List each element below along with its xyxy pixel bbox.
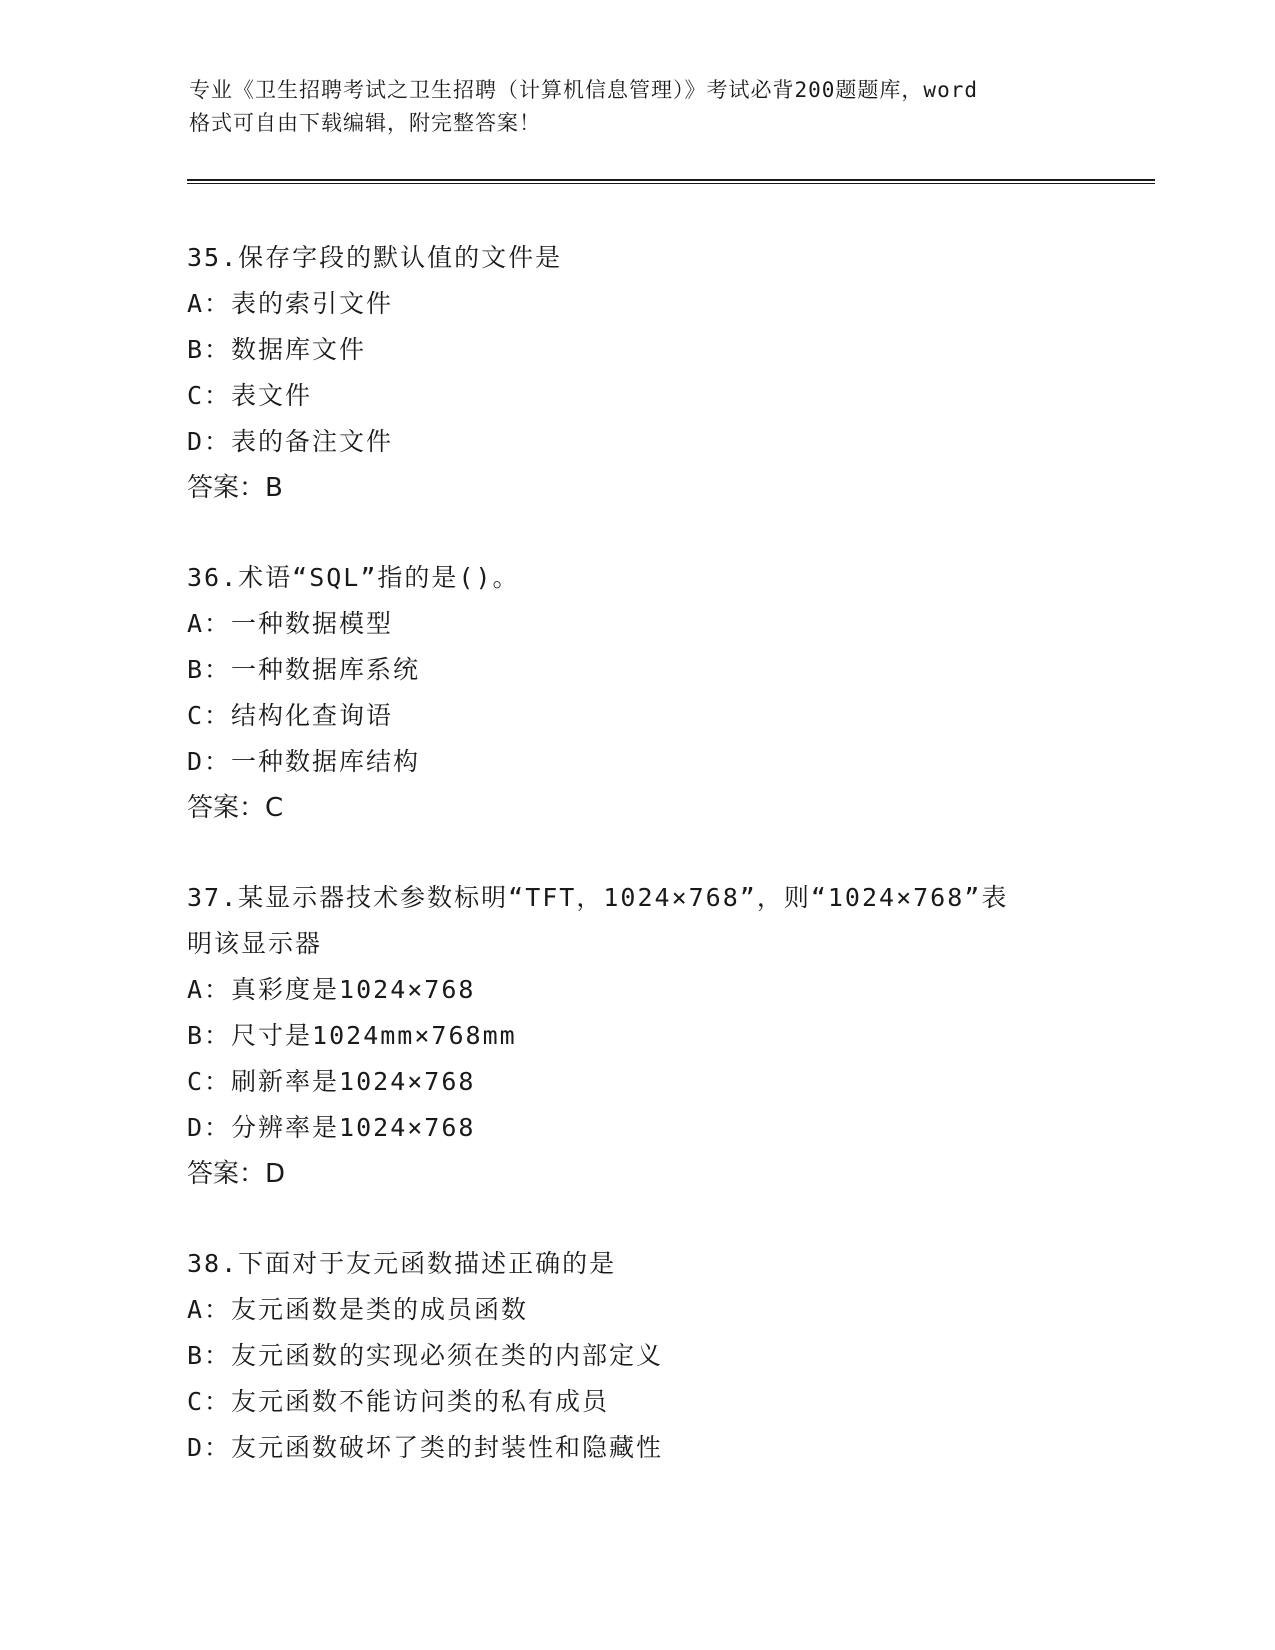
question-text-line: 38.下面对于友元函数描述正确的是 bbox=[187, 1249, 617, 1278]
option-c: C：刷新率是1024×768 bbox=[187, 1067, 476, 1096]
option-d: D：表的备注文件 bbox=[187, 427, 394, 456]
question-text-line: 37.某显示器技术参数标明“TFT，1024×768”，则“1024×768”表 bbox=[187, 883, 1009, 912]
question-text bbox=[187, 875, 1087, 967]
question-text bbox=[187, 555, 1087, 601]
header-line-2: 格式可自由下载编辑，附完整答案！ bbox=[189, 111, 541, 135]
option-a: A：友元函数是类的成员函数 bbox=[187, 1295, 529, 1324]
option-b: B：友元函数的实现必须在类的内部定义 bbox=[187, 1341, 664, 1370]
question-list bbox=[187, 235, 1087, 1515]
answer: 答案：D bbox=[187, 1159, 286, 1189]
answer: 答案：B bbox=[187, 473, 283, 503]
document-header bbox=[189, 74, 1089, 140]
question-text-line: 明该显示器 bbox=[187, 929, 323, 958]
answer: 答案：C bbox=[187, 793, 284, 823]
option-a: A：表的索引文件 bbox=[187, 289, 394, 318]
question-text bbox=[187, 235, 1087, 281]
question-text-line: 35.保存字段的默认值的文件是 bbox=[187, 243, 563, 272]
option-d: D：一种数据库结构 bbox=[187, 747, 421, 776]
question-38 bbox=[187, 1241, 1087, 1471]
option-c: C：结构化查询语 bbox=[187, 701, 394, 730]
option-b: B：尺寸是1024mm×768mm bbox=[187, 1021, 517, 1050]
option-c: C：友元函数不能访问类的私有成员 bbox=[187, 1387, 610, 1416]
option-d: D：分辨率是1024×768 bbox=[187, 1113, 476, 1142]
option-a: A：一种数据模型 bbox=[187, 609, 394, 638]
question-text-line: 36.术语“SQL”指的是()。 bbox=[187, 563, 520, 592]
option-b: B：一种数据库系统 bbox=[187, 655, 421, 684]
question-36 bbox=[187, 555, 1087, 831]
option-d: D：友元函数破坏了类的封装性和隐藏性 bbox=[187, 1433, 664, 1462]
option-b: B：数据库文件 bbox=[187, 335, 367, 364]
question-35 bbox=[187, 235, 1087, 511]
question-37 bbox=[187, 875, 1087, 1197]
header-divider bbox=[187, 179, 1155, 184]
option-a: A：真彩度是1024×768 bbox=[187, 975, 476, 1004]
question-text bbox=[187, 1241, 1087, 1287]
header-line-1: 专业《卫生招聘考试之卫生招聘（计算机信息管理）》考试必背200题题库，word bbox=[189, 78, 978, 102]
option-c: C：表文件 bbox=[187, 381, 313, 410]
